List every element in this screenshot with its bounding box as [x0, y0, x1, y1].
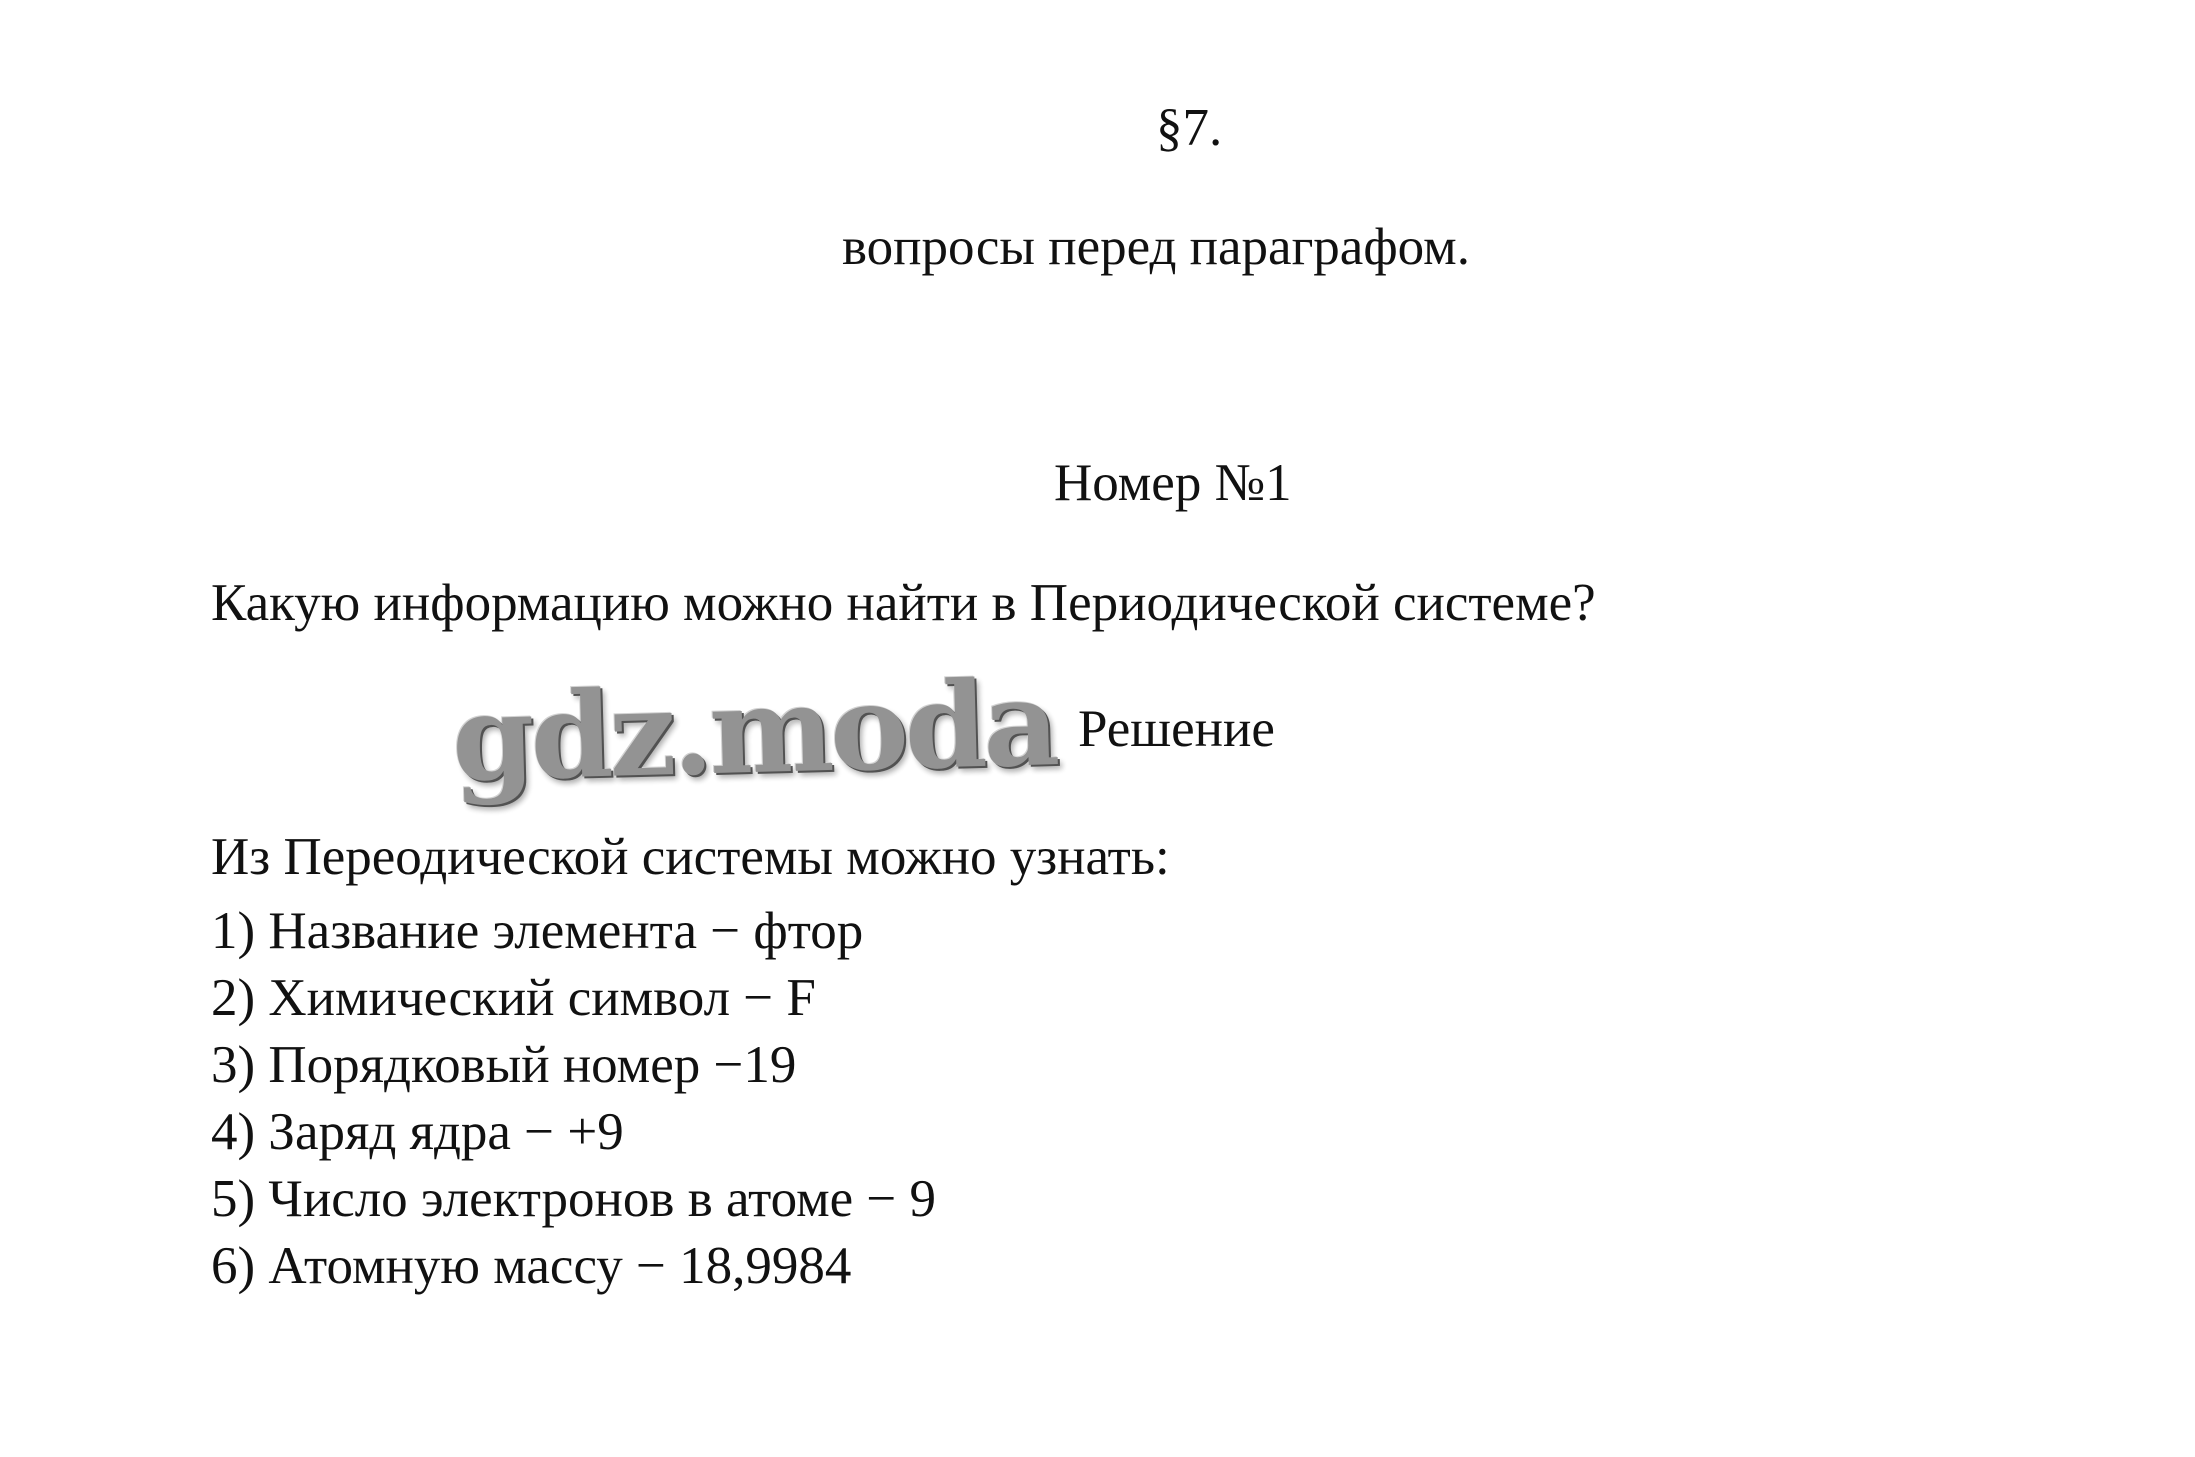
answer-item: 4) Заряд ядра − +9: [211, 1103, 624, 1161]
answer-item: 3) Порядковый номер −19: [211, 1036, 797, 1094]
answer-intro: Из Переодической системы можно узнать:: [211, 828, 1170, 886]
task-number-heading: Номер №1: [1054, 454, 1292, 512]
answer-item: 2) Химический символ − F: [211, 969, 816, 1027]
section-subtitle: вопросы перед параграфом.: [842, 218, 1470, 276]
answer-item: 1) Название элемента − фтор: [211, 902, 864, 960]
answer-item: 6) Атомную массу − 18,9984: [211, 1237, 852, 1295]
answer-item: 5) Число электронов в атоме − 9: [211, 1170, 937, 1228]
watermark-logo: gdz.moda: [450, 653, 1058, 808]
answer-list: [211, 898, 936, 1300]
section-number: §7.: [1156, 99, 1223, 157]
task-question: Какую информацию можно найти в Периодической системе?: [211, 574, 1596, 632]
solution-heading: Решение: [1078, 700, 1275, 758]
